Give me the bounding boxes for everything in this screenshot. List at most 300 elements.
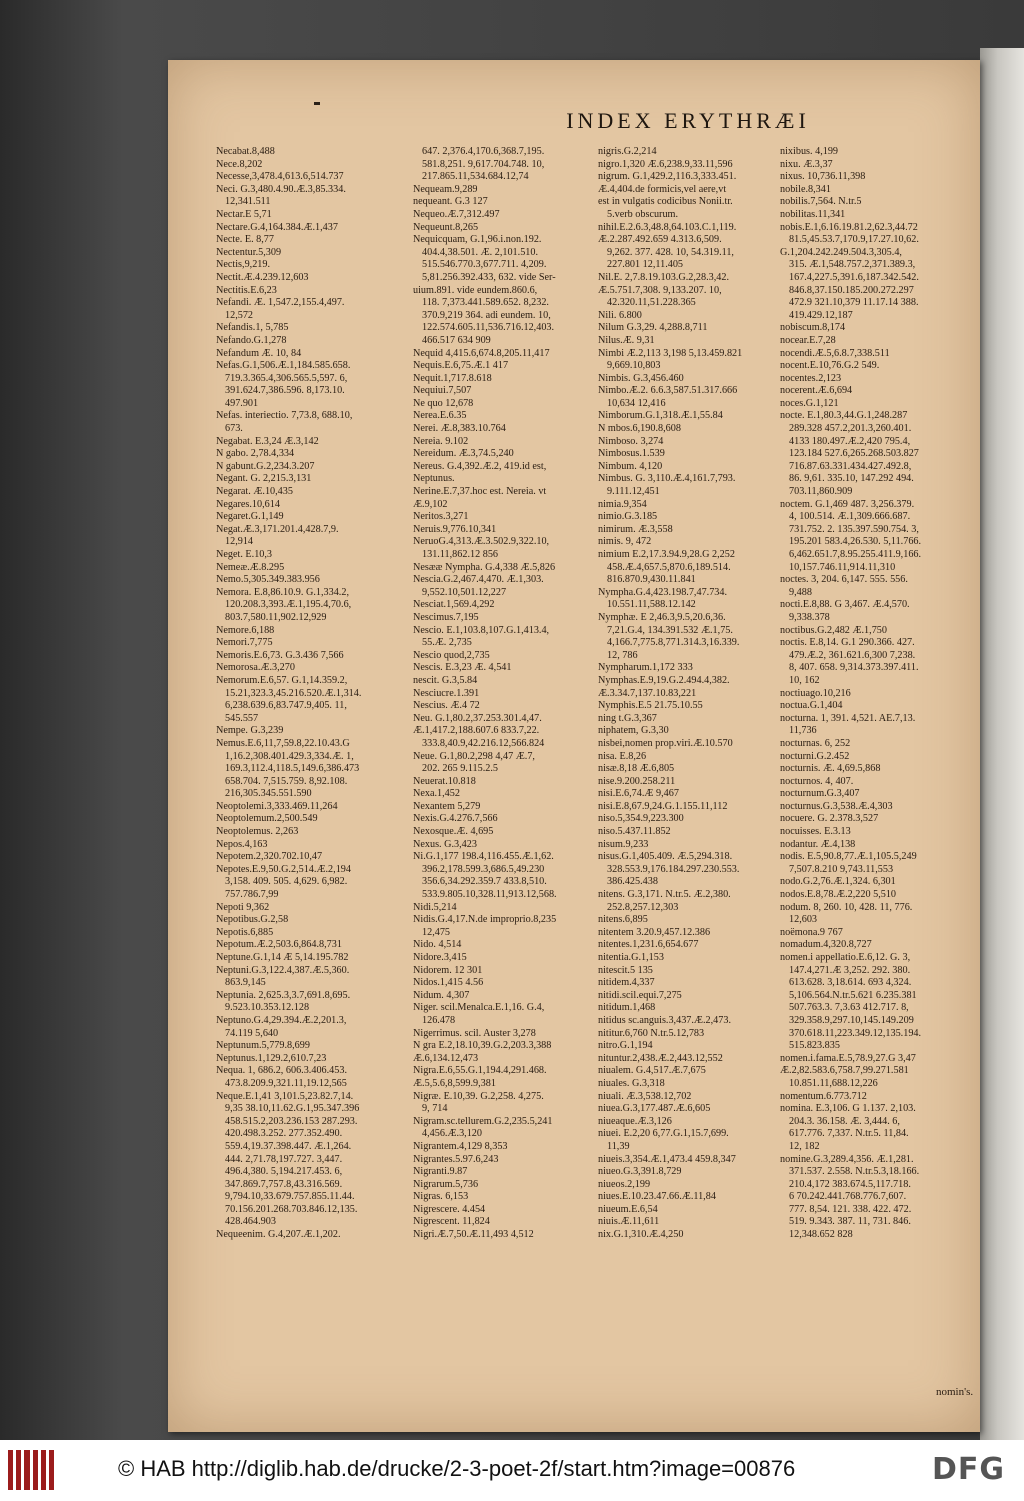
index-entry: Nigrescere. 4.454 — [413, 1203, 486, 1215]
index-entry: Neptunia. 2,625.3,3.7,691.8,695. — [216, 989, 351, 1001]
index-entry: nimirum. Æ.3,558 — [598, 523, 673, 535]
index-entry: 533.9.805.10,328.11,913.12,568. — [422, 889, 557, 901]
index-entry: Nexantem 5,279 — [413, 800, 481, 812]
index-entry: Nido. 4,514 — [413, 939, 462, 951]
index-entry: 9,794.10,33.679.757.855.11.44. — [225, 1191, 355, 1203]
index-entry: 613.628. 3,18.614. 693 4,324. — [789, 977, 912, 989]
index-entry: Nemorosa.Æ.3,270 — [216, 662, 295, 674]
index-entry: Nigranti.9.87 — [413, 1166, 468, 1178]
index-entry: 617.776. 7,337. N.tr.5. 11,84. — [789, 1128, 909, 1140]
index-entry: Nexis.G.4.276.7,566 — [413, 813, 498, 825]
index-entry: nix.G.1,310.Æ.4,250 — [598, 1229, 684, 1241]
index-entry: 9,35 38.10,11.62.G.1,95.347.396 — [225, 1103, 360, 1115]
index-entry: nodum. 8, 260. 10, 428. 11, 776. — [780, 901, 913, 913]
index-entry: 74.119 5,640 — [225, 1027, 279, 1039]
index-entry: nomadum.4,320.8,727 — [780, 939, 872, 951]
index-entry: 329.358.9,297.10,145.149.209 — [789, 1014, 914, 1026]
index-entry: Nymphis.E.5 21.75.10.55 — [598, 700, 703, 712]
index-entry: nisi.E.8,67.9,24.G.1.155.11,112 — [598, 800, 728, 812]
index-entry: nocuere. G. 2.378.3,527 — [780, 813, 879, 825]
index-column-1 — [216, 146, 404, 1242]
index-entry: Nepotem.2,320.702.10,47 — [216, 851, 323, 863]
index-entry: Neptunus.1,129.2,610.7,23 — [216, 1052, 327, 1064]
index-entry: Neoptolemus. 2,263 — [216, 826, 299, 838]
index-entry: Nepos.4,163 — [216, 838, 268, 850]
index-entry: 216,305.345.551.590 — [225, 788, 312, 800]
index-entry: noctis. E.8,14. G.1 290.366. 427. — [780, 637, 915, 649]
index-entry: Negabat. E.3,24 Æ.3,142 — [216, 435, 319, 447]
index-entry: 466.517 634 909 — [422, 334, 491, 346]
index-entry: Nidum. 4,307 — [413, 989, 470, 1001]
index-entry: niuei. E.2,20 6,77.G.1,15.7,699. — [598, 1128, 729, 1140]
index-entry: 9,552.10,501.12,227 — [422, 586, 507, 598]
index-entry: Nesciucre.1.391 — [413, 687, 480, 699]
index-entry: nobilitas.11,341 — [780, 208, 846, 220]
index-entry: ning t.G.3,367 — [598, 712, 657, 724]
index-entry: NeruoG.4,313.Æ.3.502.9,322.10, — [413, 536, 550, 548]
index-entry: 347.869.7,757.8,43.316.569. — [225, 1178, 343, 1190]
index-entry: 9, 714 — [422, 1103, 448, 1115]
index-entry: Nectitis.E.6,23 — [216, 284, 277, 296]
index-entry: Nidos.1,415 4.56 — [413, 977, 484, 989]
index-entry: Nimborum.G.1,318.Æ.1,55.84 — [598, 410, 723, 422]
index-entry: 210.4,172 383.674.5,117.718. — [789, 1178, 911, 1190]
index-entry: Nidis.G.4,17.N.de improprio.8,235 — [413, 914, 557, 926]
index-entry: noctes. 3, 204. 6,147. 555. 556. — [780, 574, 908, 586]
index-entry: Neu. G.1,80.2,37.253.301.4,47. — [413, 712, 542, 724]
index-entry: 7,21.G.4, 134.391.532 Æ.1,75. — [607, 624, 733, 636]
index-entry: nitentes.1,231.6,654.677 — [598, 939, 699, 951]
index-entry: Nigrantes.5.97.6,243 — [413, 1153, 499, 1165]
index-entry: Nequeunt.8,265 — [413, 221, 479, 233]
index-entry: 428.464.903 — [225, 1216, 276, 1228]
index-entry: niueo.G.3,391.8,729 — [598, 1166, 682, 1178]
index-entry: Nimbi Æ.2,113 3,198 5,13.459.821 — [598, 347, 743, 359]
index-entry: Nemeæ.Æ.8.295 — [216, 561, 285, 573]
index-entry: Nili. 6.800 — [598, 309, 642, 321]
index-entry: Nepotis.6,885 — [216, 926, 274, 938]
index-entry: Nilum G.3,29. 4,288.8,711 — [598, 322, 708, 334]
index-entry: Nimbosus.1.539 — [598, 448, 665, 460]
index-entry: 803.7,580.11,902.12,929 — [225, 611, 327, 623]
index-entry: Nereus. G.4,392.Æ.2, 419.id est, — [413, 460, 547, 472]
index-entry: Nefas. interiectio. 7,73.8, 688.10, — [216, 410, 353, 422]
index-entry: 123.184 527.6,265.268.503.827 — [789, 448, 919, 460]
index-entry: Nigrarum.5,736 — [413, 1178, 479, 1190]
index-entry: 673. — [225, 423, 243, 435]
index-entry: Negat.Æ.3,171.201.4,428.7,9. — [216, 523, 339, 535]
index-entry: Nimbus. G. 3,110.Æ.4,161.7,793. — [598, 473, 736, 485]
index-entry: Neruis.9,776.10,341 — [413, 523, 497, 535]
index-entry: Nectis,9,219. — [216, 259, 271, 271]
index-entry: Neuerat.10.818 — [413, 775, 476, 787]
index-entry: Neptuni.G.3,122.4,387.Æ.5,360. — [216, 964, 350, 976]
index-entry: Nigræ. E.10,39. G.2,258. 4,275. — [413, 1090, 544, 1102]
index-entry: Nexosque.Æ. 4,695 — [413, 826, 494, 838]
index-entry: nitescit.5 135 — [598, 964, 653, 976]
index-entry: 473.8.209.9,321.11,19.12,565 — [225, 1077, 347, 1089]
index-entry: 12,603 — [789, 914, 818, 926]
index-entry: nodos.E.8,78.Æ.2,220 5,510 — [780, 889, 897, 901]
index-entry: niueos.2,199 — [598, 1178, 651, 1190]
index-entry: 4,456.Æ.3,120 — [422, 1128, 482, 1140]
index-entry: Nimbum. 4,120 — [598, 460, 663, 472]
index-entry: uium.891. vide eundem.860.6, — [413, 284, 538, 296]
dfg-logo: DFG — [932, 1452, 1006, 1487]
index-entry: 202. 265 9.115.2.5 — [422, 763, 499, 775]
index-entry: nixibus. 4,199 — [780, 146, 839, 157]
index-entry: Nescio quod,2,735 — [413, 649, 490, 661]
index-entry: Nympharum.1,172 333 — [598, 662, 693, 674]
index-entry: Nymphæ. E 2,46.3,9.5,20.6,36. — [598, 611, 726, 623]
index-entry: nixu. Æ.3,37 — [780, 158, 833, 170]
index-entry: Nigrescent. 11,824 — [413, 1216, 490, 1228]
index-entry: niualem. G.4,517.Æ.7,675 — [598, 1065, 706, 1077]
index-entry: Negant. G. 2,215.3,131 — [216, 473, 312, 485]
index-entry: Nympha.G.4,423.198.7,47.734. — [598, 586, 728, 598]
index-entry: 131.11,862.12 856 — [422, 549, 499, 560]
index-entry: 169.3,112.4,118.5,149.6,386.473 — [225, 763, 360, 775]
index-entry: 195.201 583.4,26.530. 5,11.766. — [789, 536, 922, 548]
index-entry: Nescius. Æ.4 72 — [413, 700, 480, 712]
index-entry: 15.21,323.3,45.216.520.Æ.1,314. — [225, 687, 362, 699]
index-entry: 9,262. 377. 428. 10, 54.319.11, — [607, 246, 734, 258]
index-entry: 356.6,34.292.359.7 433.8,510. — [422, 876, 547, 888]
index-entry: Nefas.G.1,506.Æ.1,184.585.658. — [216, 360, 351, 372]
index-entry: Nefandi. Æ. 1,547.2,155.4,497. — [216, 297, 345, 309]
index-entry: Nemo.5,305.349.383.956 — [216, 574, 320, 586]
index-entry: est in vulgatis codicibus Nonii.tr. — [598, 196, 733, 208]
index-entry: Æ.9,102 — [413, 498, 448, 510]
index-entry: nitens.6,895 — [598, 914, 648, 926]
index-entry: 731.752. 2. 135.397.590.754. 3, — [789, 523, 919, 535]
index-entry: Æ.5.751.7,308. 9,133.207. 10, — [598, 284, 722, 296]
index-entry: Neque.E.1,41 3,101.5,23.82.7,14. — [216, 1090, 354, 1102]
index-entry: Æ.2.287.492.659 4.313.6,509. — [598, 234, 722, 246]
index-entry: Æ.3.34.7,137.10.83,221 — [598, 687, 697, 699]
index-entry: 252.8,257.12,303 — [607, 901, 679, 913]
index-entry: Nigerrimus. scil. Auster 3,278 — [413, 1027, 536, 1039]
index-entry: Nectar.E 5,71 — [216, 208, 272, 220]
index-entry: niuis.Æ.11,611 — [598, 1216, 660, 1228]
index-entry: 404.4,38.501. Æ. 2,101.510. — [422, 246, 539, 258]
index-entry: nobilis.7,564. N.tr.5 — [780, 196, 862, 208]
index-entry: 370.618.11,223.349.12,135.194. — [789, 1027, 922, 1039]
index-entry: 11,736 — [789, 725, 817, 737]
index-entry: 81.5,45.53.7,170.9,17.27.10,62. — [789, 234, 919, 246]
index-entry: Nemore.6,188 — [216, 624, 275, 636]
index-entry: Neue. G.1,80.2,298 4,47 Æ.7, — [413, 750, 535, 762]
index-entry: Necte. E. 8,77 — [216, 234, 274, 246]
index-entry: 42.320.11,51.228.365 — [607, 297, 696, 309]
index-entry: 719.3.365.4,306.565.5,597. 6, — [225, 372, 348, 384]
index-entry: 757.786.7,99 — [225, 889, 279, 901]
index-entry: nimis. 9, 472 — [598, 536, 652, 548]
index-entry: 9,338.378 — [789, 611, 830, 623]
index-entry: nisa. E.8,26 — [598, 750, 647, 762]
index-entry: 10, 162 — [789, 674, 820, 686]
index-entry: niuali. Æ.3,538.12,702 — [598, 1090, 692, 1102]
index-entry: Necabat.8,488 — [216, 146, 275, 157]
index-entry: 545.557 — [225, 712, 259, 724]
index-entry: Nequeam.9,289 — [413, 183, 478, 195]
index-entry: nisi.E.6,74.Æ 9,467 — [598, 788, 679, 800]
index-entry: Nerei. Æ.8,383.10.764 — [413, 423, 506, 435]
index-entry: Neget. E.10,3 — [216, 549, 273, 560]
index-entry: nocti.E.8,88. G 3,467. Æ.4,570. — [780, 599, 910, 611]
index-entry: Nigram.sc.tellurem.G.2,235.5,241 — [413, 1115, 553, 1127]
index-entry: Nescimus.7,195 — [413, 611, 479, 623]
index-entry: 126.478 — [422, 1014, 456, 1026]
index-entry: Niger. scil.Menalca.E.1,16. G.4, — [413, 1002, 545, 1014]
index-entry: nodantur. Æ.4,138 — [780, 838, 856, 850]
index-entry: nimia.9,354 — [598, 498, 647, 510]
index-entry: Nilus.Æ. 9,31 — [598, 334, 655, 346]
index-entry: nigris.G.2,214 — [598, 146, 657, 157]
index-entry: Nectare.G.4,164.384.Æ.1,437 — [216, 221, 338, 233]
index-entry: nocturnum.G.3,407 — [780, 788, 860, 800]
index-entry: 10.551.11,588.12.142 — [607, 599, 696, 611]
index-entry: nocuisses. E.3.13 — [780, 826, 851, 838]
index-entry: Neptunus. — [413, 473, 455, 485]
index-entry: 703.11,860.909 — [789, 486, 853, 498]
index-entry: Neptunum.5,779.8,699 — [216, 1040, 310, 1052]
index-entry: 515.546.770.3,677.711. 4,209. — [422, 259, 547, 271]
index-entry: nocturna. 1, 391. 4,521. AE.7,13. — [780, 712, 916, 724]
index-entry: Negarat. Æ.10,435 — [216, 486, 293, 498]
index-entry: noctiuago.10,216 — [780, 687, 851, 699]
index-entry: 777. 8,54. 121. 338. 422. 472. — [789, 1203, 912, 1215]
index-entry: Nidore.3,415 — [413, 952, 467, 963]
index-entry: 12,914 — [225, 536, 254, 548]
index-entry: 371.537. 2.558. N.tr.5.3,18.166. — [789, 1166, 920, 1178]
index-entry: Nimboso. 3,274 — [598, 435, 664, 447]
index-entry: Nequicquam, G.1,96.i.non.192. — [413, 234, 542, 246]
catchword: nomin's. — [936, 1386, 974, 1398]
index-entry: Nigrantem.4,129 8,353 — [413, 1140, 508, 1152]
index-entry: nomen.i appellatio.E.6,12. G. 3, — [780, 952, 911, 963]
index-entry: niuea.G.3,177.487.Æ.6,605 — [598, 1103, 711, 1115]
index-entry: 396.2,178.599.3,686.5,49.230 — [422, 863, 545, 875]
index-column-3 — [598, 146, 786, 1242]
index-entry: Nexa.1,452 — [413, 788, 460, 800]
index-entry: Nepotum.Æ.2,503.6,864.8,731 — [216, 939, 342, 951]
index-entry: Nepotes.E.9,50.G.2,514.Æ.2,194 — [216, 863, 351, 875]
index-entry: Nequis.E.6,75.Æ.1 417 — [413, 360, 509, 372]
index-entry: Æ.5,5.6,8,599.9,381 — [413, 1077, 496, 1089]
index-entry: 289.328 457.2,201.3,260.401. — [789, 423, 912, 435]
index-entry: G.1,204.242.249.504.3,305.4, — [780, 246, 902, 258]
adjacent-page-edge — [980, 48, 1024, 1440]
copyright-link[interactable]: © HAB http://diglib.hab.de/drucke/2-3-poet-2f/start.htm?image=00876 — [118, 1456, 796, 1481]
index-entry: niues.E.10.23.47.66.Æ.11,84 — [598, 1191, 716, 1203]
index-entry: nequeant. G.3 127 — [413, 196, 488, 208]
index-entry: 386.425.438 — [607, 876, 658, 888]
index-entry: nisum.9,233 — [598, 838, 649, 850]
index-entry: Neptuno.G.4,29.394.Æ.2,201.3, — [216, 1014, 347, 1026]
index-entry: Æ.1,417.2,188.607.6 833.7,22. — [413, 725, 540, 737]
index-entry: nitentem 3.20.9,457.12.386 — [598, 926, 711, 938]
index-entry: nodo.G.2,76.Æ.1,324. 6,301 — [780, 876, 896, 888]
index-entry: 8, 407. 658. 9,314.373.397.411. — [789, 662, 919, 674]
index-entry: 863.9,145 — [225, 977, 266, 989]
index-entry: Æ.2,82.583.6,758.7,99.271.581 — [780, 1065, 909, 1077]
index-entry: niso.5,354.9,223.300 — [598, 813, 684, 825]
index-entry: nocerent.Æ.6,694 — [780, 385, 853, 397]
index-entry: 9.523.10.353.12.128 — [225, 1002, 310, 1014]
index-column-2 — [413, 146, 601, 1242]
index-entry: nititur.6,760 N.tr.5.12,783 — [598, 1027, 705, 1039]
index-entry: niso.5.437.11.852 — [598, 826, 671, 838]
index-entry: nitro.G.1,194 — [598, 1040, 653, 1052]
index-entry: noces.G.1,121 — [780, 397, 839, 409]
index-entry: noctibus.G.2,482 Æ.1,750 — [780, 624, 887, 636]
index-entry: 118. 7,373.441.589.652. 8,232. — [422, 297, 549, 309]
index-entry: Nexus. G.3,423 — [413, 838, 477, 850]
index-entry: nocte. E.1,80.3,44.G.1,248.287 — [780, 410, 908, 422]
index-entry: 458.515.2,203.236.153 287.293. — [225, 1115, 358, 1127]
index-entry: nigro.1,320 Æ.6,238.9,33.11,596 — [598, 158, 733, 170]
index-entry: nimio.G.3.185 — [598, 511, 658, 523]
index-entry: Nemoris.E.6,73. G.3.436 7,566 — [216, 649, 344, 661]
index-entry: Neoptolemi.3,333.469.11,264 — [216, 800, 338, 812]
index-entry: 315. Æ.1,548.757.2,371.389.3, — [789, 259, 916, 271]
index-entry: noctem. G.1,469 487. 3,256.379. — [780, 498, 915, 510]
ink-mark — [314, 102, 320, 105]
index-entry: 9,488 — [789, 586, 812, 598]
index-entry: Neptune.G.1,14 Æ 5,14.195.782 — [216, 952, 349, 963]
index-entry: 1,16.2,308.401.429.3,334.Æ. 1, — [225, 750, 354, 762]
index-entry: Nesciat.1,569.4,292 — [413, 599, 495, 611]
index-entry: 10.851.11,688.12,226 — [789, 1077, 878, 1089]
index-entry: nimium E.2,17.3.94.9,28.G 2,252 — [598, 549, 735, 560]
index-entry: nisus.G.1,405.409. Æ.5,294.318. — [598, 851, 733, 863]
index-entry: N gabunt.G.2,234.3.207 — [216, 460, 315, 472]
index-entry: Nigra.E.6,55.G.1,194.4,291.468. — [413, 1065, 547, 1077]
index-entry: 472.9 321.10,379 11.17.14 388. — [789, 297, 919, 309]
index-entry: Nequiui.7,507 — [413, 385, 472, 397]
index-entry: nobile.8,341 — [780, 183, 831, 195]
index-entry: Necesse,3,478.4,613.6,514.737 — [216, 171, 344, 183]
index-entry: Nigras. 6,153 — [413, 1191, 469, 1203]
index-entry: 559.4,19.37.398.447. Æ.1,264. — [225, 1140, 352, 1152]
index-entry: Nemori.7,775 — [216, 637, 273, 649]
index-entry: 716.87.63.331.434.427.492.8, — [789, 460, 912, 472]
index-entry: Nemus.E.6,11,7,59.8,22.10.43.G — [216, 737, 350, 749]
index-entry: nocentes.2,123 — [780, 372, 842, 384]
index-entry: 370.9,219 364. adi eundem. 10, — [422, 309, 551, 321]
index-entry: niuales. G.3,318 — [598, 1077, 665, 1089]
index-entry: Nerea.E.6.35 — [413, 410, 467, 422]
index-entry: 11,39 — [607, 1140, 630, 1152]
index-entry: Nepotibus.G.2,58 — [216, 914, 289, 926]
index-entry: 581.8,251. 9,617.704.748. 10, — [422, 158, 545, 170]
index-entry: nituntur.2,438.Æ.2,443.12,552 — [598, 1052, 723, 1064]
index-entry: N mbos.6,190.8,608 — [598, 423, 681, 435]
index-entry: Nescia.G.2,467.4,470. Æ.1,303. — [413, 574, 544, 586]
index-entry: Nectit.Æ.4.239.12,603 — [216, 271, 309, 283]
index-entry: 444. 2,71.78,197.727. 3,447. — [225, 1153, 343, 1165]
index-entry: nocent.E.10,76.G.2 549. — [780, 360, 880, 372]
index-entry: Nidorem. 12 301 — [413, 964, 483, 976]
index-entry: nocturni.G.2.452 — [780, 750, 850, 762]
index-entry: nitidus sc.anguis.3,437.Æ.2,473. — [598, 1014, 732, 1026]
index-entry: 147.4,271.Æ 3,252. 292. 380. — [789, 964, 911, 976]
index-entry: Nefandis.1, 5,785 — [216, 322, 289, 334]
index-entry: 4,166.7,775.8,771.314.3,16.339. — [607, 637, 740, 649]
index-entry: nise.9.200.258.211 — [598, 775, 676, 787]
index-entry: Nempe. G.3,239 — [216, 725, 284, 737]
index-entry: Ni.G.1,177 198.4,116.455.Æ.1,62. — [413, 851, 554, 863]
index-entry: Nesææ Nympha. G.4,338 Æ.5,826 — [413, 561, 556, 573]
index-entry: Æ.4,404.de formicis,vel aere,vt — [598, 183, 727, 195]
index-entry: nomentum.6.773.712 — [780, 1090, 867, 1102]
index-entry: Nefandum Æ. 10, 84 — [216, 347, 302, 359]
index-entry: 391.624.7,386.596. 8,173.10. — [225, 385, 345, 397]
index-entry: nocturnos. 4, 407. — [780, 775, 854, 787]
index-entry: Nidi.5,214 — [413, 901, 457, 913]
index-entry: niphatem, G.3,30 — [598, 725, 669, 737]
index-entry: 419.429.12,187 — [789, 309, 853, 321]
index-entry: nixus. 10,736.11,398 — [780, 171, 866, 183]
index-entry: Æ.6,134.12,473 — [413, 1052, 479, 1064]
index-entry: Nepoti 9,362 — [216, 901, 270, 913]
index-entry: 120.208.3,393.Æ.1,195.4,70.6, — [225, 599, 352, 611]
index-entry: 4, 100.514. Æ.1,309.666.687. — [789, 511, 911, 523]
index-entry: 122.574.605.11,536.716.12,403. — [422, 322, 555, 334]
index-entry: nobis.E.1,6.16.19.81.2,62.3,44.72 — [780, 221, 918, 233]
index-entry: 479.Æ.2, 361.621.6,300 7,238. — [789, 649, 916, 661]
index-entry: nocturnas. 6, 252 — [780, 737, 851, 749]
index-entry: 167.4,227.5,391.6,187.342.542. — [789, 271, 919, 283]
index-entry: 70.156.201.268.703.846.12,135. — [225, 1203, 358, 1215]
index-entry: 333.8,40.9,42.216.12,566.824 — [422, 737, 545, 749]
index-entry: 86. 9,61. 335.10, 147.292 494. — [789, 473, 914, 485]
index-entry: 519. 9.343. 387. 11, 731. 846. — [789, 1216, 911, 1228]
index-entry: nitentia.G.1,153 — [598, 952, 664, 963]
index-entry: 5,106.564.N.tr.5.621 6.235.381 — [789, 989, 917, 1001]
index-entry: nocear.E.7,28 — [780, 334, 836, 346]
index-entry: nescit. G.3,5.84 — [413, 674, 478, 686]
index-entry: Nil.E. 2,7.8.19.103.G.2,28.3,42. — [598, 271, 730, 283]
index-entry: 55.Æ. 2,735 — [422, 637, 472, 649]
index-entry: Nequeo.Æ.7,312.497 — [413, 208, 500, 220]
index-entry: 420.498.3.252. 277.352.490. — [225, 1128, 343, 1140]
index-entry: 496.4,380. 5,194.217.453. 6, — [225, 1166, 343, 1178]
index-entry: noctua.G.1,404 — [780, 700, 843, 712]
index-entry: nitidi.scil.equi.7,275 — [598, 989, 682, 1001]
index-entry: 12,341.511 — [225, 196, 271, 208]
index-entry: Nequa. 1, 686.2, 606.3.406.453. — [216, 1065, 348, 1077]
index-entry: niueum.E.6,54 — [598, 1203, 658, 1215]
index-entry: 515.823.835 — [789, 1040, 840, 1052]
hab-logo-icon — [8, 1450, 54, 1490]
index-entry: Nerine.E.7,37.hoc est. Nereia. vt — [413, 486, 547, 498]
index-entry: 227.801 12,11.405 — [607, 259, 684, 271]
index-entry: niueaque.Æ.3,126 — [598, 1115, 672, 1127]
index-entry: 7,507.8.210 9,743.11,553 — [789, 863, 894, 875]
page-title: INDEX ERYTHRÆI — [566, 108, 810, 133]
index-entry: Nemora. E.8,86.10.9. G.1,334.2, — [216, 586, 349, 598]
index-entry: nihil.E.2.6.3,48.8,64.103.C.1,119. — [598, 221, 737, 233]
index-entry: nocturnus.G.3,538.Æ.4,303 — [780, 800, 893, 812]
index-entry: Nereia. 9.102 — [413, 435, 469, 447]
index-entry: 6,238.639.6,83.747.9,405. 11, — [225, 700, 347, 712]
index-entry: 458.Æ.4,657.5,870.6,189.514. — [607, 561, 731, 573]
index-entry: 5.verb obscurum. — [607, 208, 679, 220]
index-entry: nobiscum.8,174 — [780, 322, 846, 334]
index-entry: 10,634 12,416 — [607, 397, 666, 409]
